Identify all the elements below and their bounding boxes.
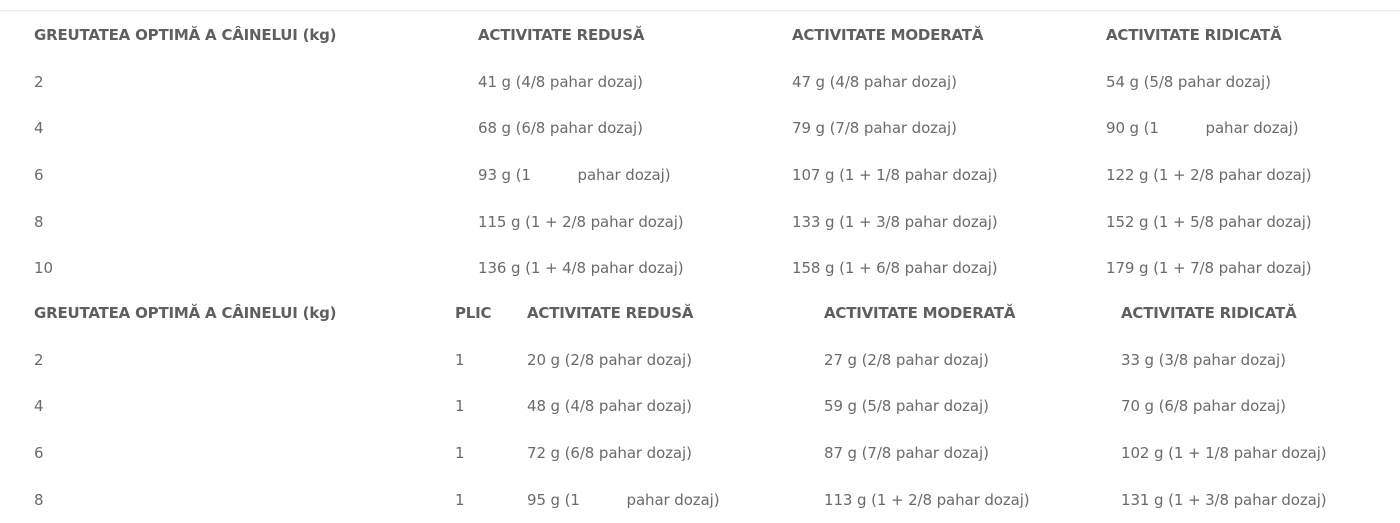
table-row [34, 198, 1356, 245]
table-cell: 47 g (4/8 pahar dozaj) [792, 72, 957, 91]
table-cell: 79 g (7/8 pahar dozaj) [792, 119, 957, 138]
table-cell: 152 g (1 + 5/8 pahar dozaj) [1106, 212, 1312, 231]
table-cell: 6 [34, 444, 44, 463]
table-cell: 122 g (1 + 2/8 pahar dozaj) [1106, 166, 1312, 185]
table-cell: 87 g (7/8 pahar dozaj) [824, 444, 989, 463]
table-cell: 158 g (1 + 6/8 pahar dozaj) [792, 259, 998, 278]
table-row [34, 430, 1371, 477]
column-header: PLIC [455, 304, 492, 323]
table-cell: 4 [34, 119, 44, 138]
table-header-row [34, 12, 1356, 59]
table-cell: 27 g (2/8 pahar dozaj) [824, 350, 989, 369]
column-header: ACTIVITATE RIDICATĂ [1106, 26, 1282, 45]
column-header: ACTIVITATE MODERATĂ [824, 304, 1016, 323]
table-cell: 133 g (1 + 3/8 pahar dozaj) [792, 212, 998, 231]
table-cell: 131 g (1 + 3/8 pahar dozaj) [1121, 490, 1327, 509]
table-row [34, 105, 1356, 152]
table-cell: 8 [34, 490, 44, 509]
table-cell: 2 [34, 350, 44, 369]
table-cell: 107 g (1 + 1/8 pahar dozaj) [792, 166, 998, 185]
table-cell: 72 g (6/8 pahar dozaj) [527, 444, 692, 463]
column-header: ACTIVITATE REDUSĂ [527, 304, 694, 323]
table-cell: 48 g (4/8 pahar dozaj) [527, 397, 692, 416]
table-cell: 8 [34, 212, 44, 231]
table-cell: 2 [34, 72, 44, 91]
table-cell: 95 g (1 pahar dozaj) [527, 490, 720, 509]
table-cell: 4 [34, 397, 44, 416]
table-row [34, 245, 1356, 292]
column-header: ACTIVITATE REDUSĂ [478, 26, 645, 45]
table-row [34, 152, 1356, 199]
column-header: GREUTATEA OPTIMĂ A CÂINELUI (kg) [34, 304, 337, 323]
table-cell: 1 [455, 397, 465, 416]
table-cell: 90 g (1 pahar dozaj) [1106, 119, 1299, 138]
table-cell: 179 g (1 + 7/8 pahar dozaj) [1106, 259, 1312, 278]
table-cell: 10 [34, 259, 53, 278]
feeding-table-dry-food [34, 12, 1356, 292]
table-row [34, 337, 1371, 384]
table-cell: 136 g (1 + 4/8 pahar dozaj) [478, 259, 684, 278]
column-header: ACTIVITATE MODERATĂ [792, 26, 984, 45]
table-cell: 20 g (2/8 pahar dozaj) [527, 350, 692, 369]
table-row [34, 59, 1356, 106]
table-cell: 1 [455, 490, 465, 509]
column-header: ACTIVITATE RIDICATĂ [1121, 304, 1297, 323]
table-cell: 6 [34, 166, 44, 185]
table-cell: 93 g (1 pahar dozaj) [478, 166, 671, 185]
table-row [34, 383, 1371, 430]
column-header: GREUTATEA OPTIMĂ A CÂINELUI (kg) [34, 26, 337, 45]
top-divider [0, 0, 1400, 11]
table-header-row [34, 290, 1371, 337]
table-cell: 70 g (6/8 pahar dozaj) [1121, 397, 1286, 416]
feeding-table-with-pouch [34, 290, 1371, 523]
table-cell: 54 g (5/8 pahar dozaj) [1106, 72, 1271, 91]
table-cell: 115 g (1 + 2/8 pahar dozaj) [478, 212, 684, 231]
table-cell: 41 g (4/8 pahar dozaj) [478, 72, 643, 91]
table-row [34, 476, 1371, 523]
table-cell: 113 g (1 + 2/8 pahar dozaj) [824, 490, 1030, 509]
table-cell: 102 g (1 + 1/8 pahar dozaj) [1121, 444, 1327, 463]
table-cell: 1 [455, 350, 465, 369]
table-cell: 59 g (5/8 pahar dozaj) [824, 397, 989, 416]
table-cell: 33 g (3/8 pahar dozaj) [1121, 350, 1286, 369]
table-cell: 1 [455, 444, 465, 463]
table-cell: 68 g (6/8 pahar dozaj) [478, 119, 643, 138]
